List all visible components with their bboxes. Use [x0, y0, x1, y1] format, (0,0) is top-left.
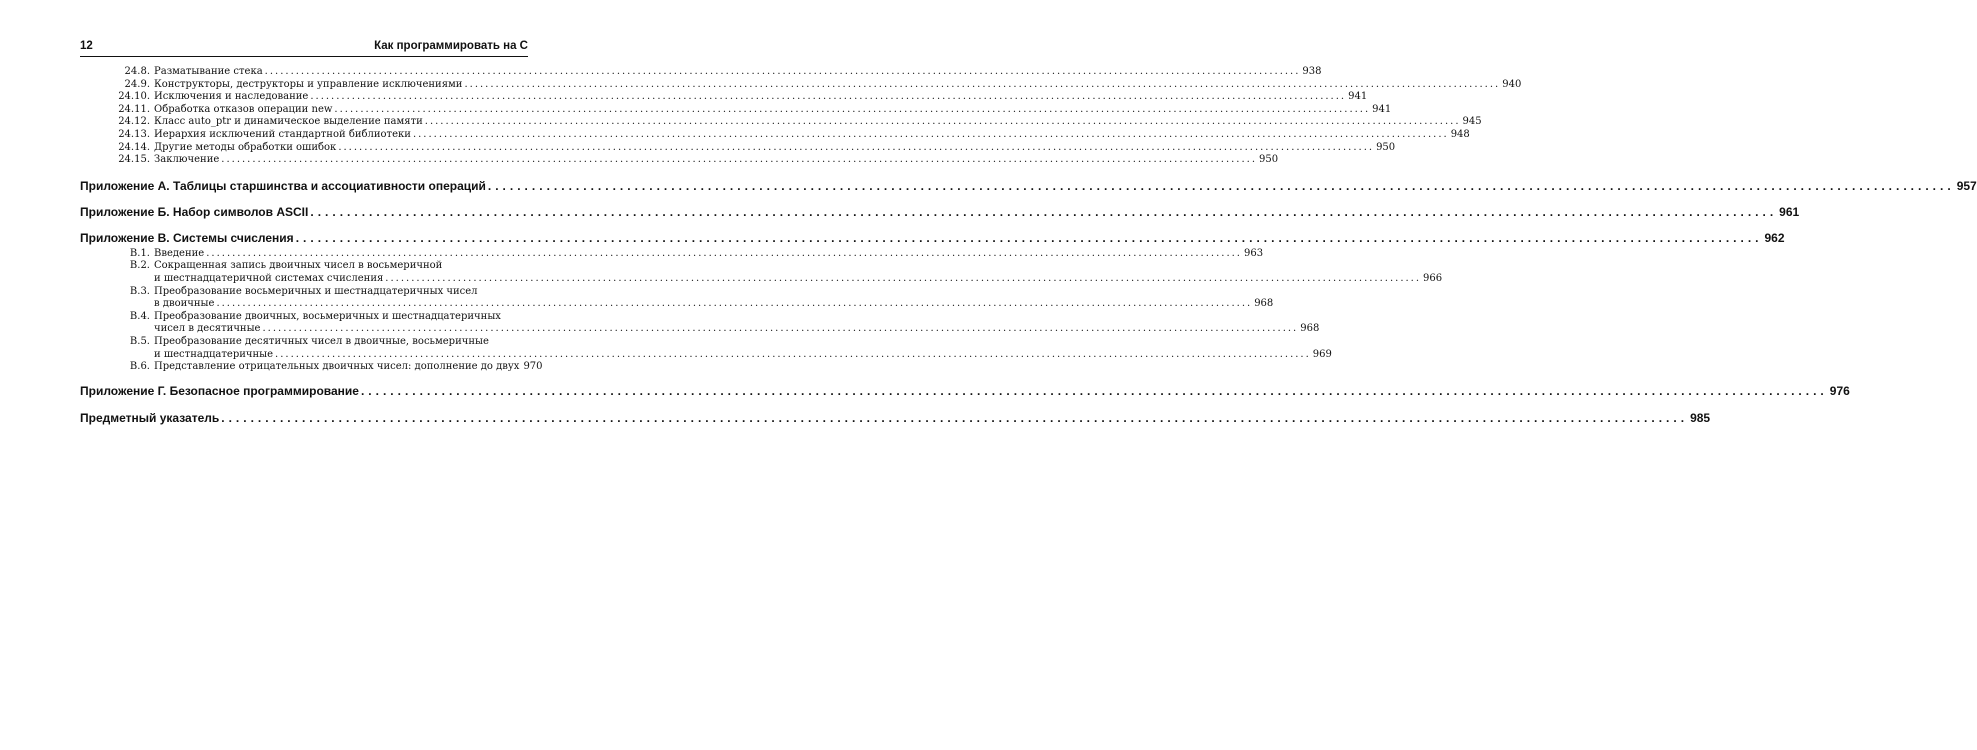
- index-title: Предметный указатель: [80, 410, 220, 425]
- leader-dots: ........................................................................................................................................................................................................: [262, 323, 1299, 335]
- page-ref: 945: [1462, 116, 1482, 128]
- leader-dots: ........................................................................................................................................................................................................: [412, 128, 1449, 140]
- toc-entry[interactable]: [80, 78, 1522, 92]
- leader-dots: ........................................................................................................................................................................................................: [334, 103, 1371, 115]
- toc-entry[interactable]: [80, 128, 1470, 142]
- leader-dots: ........................................................................................................................................................................................................: [310, 204, 1778, 219]
- page-ref: 938: [1302, 66, 1322, 77]
- page-ref: 968: [1254, 298, 1274, 310]
- section-number: В.6.: [129, 361, 150, 373]
- section-number: В.2.: [129, 260, 150, 272]
- toc-entry[interactable]: [80, 247, 1264, 261]
- toc-entry[interactable]: [80, 285, 1274, 311]
- toc-entry[interactable]: [80, 116, 1482, 129]
- section-title: Разматывание стека: [154, 66, 263, 77]
- page-ref: 940: [1502, 78, 1522, 90]
- section-number: 24.11.: [118, 103, 150, 115]
- section-title: Преобразование восьмеричных и шестнадцатеричных чисел: [154, 285, 478, 297]
- section-number: В.3.: [129, 285, 150, 297]
- toc-entry[interactable]: [80, 91, 1368, 104]
- section-title: Другие методы обработки ошибок: [154, 141, 337, 153]
- section-number: 24.15.: [118, 154, 150, 166]
- appendix-title: Приложение Б. Набор символов ASCII: [80, 204, 309, 219]
- appendix-title: Приложение А. Таблицы старшинства и ассоциативности операций: [80, 178, 486, 193]
- toc-entry-appendix-c[interactable]: [80, 230, 1785, 246]
- leader-dots: ........................................................................................................................................................................................................: [221, 154, 1258, 166]
- page-ref: 957: [1956, 178, 1977, 193]
- page-ref: 950: [1259, 154, 1279, 166]
- leader-dots: ........................................................................................................................................................................................................: [275, 348, 1311, 360]
- section-number: 24.13.: [118, 128, 150, 140]
- section-title: Преобразование десятичных чисел в двоичные, восьмеричные: [154, 335, 489, 347]
- section-title: Конструкторы, деструкторы и управление исключениями: [154, 78, 463, 90]
- section-number: В.4.: [129, 310, 150, 322]
- page-ref: 941: [1372, 103, 1392, 115]
- page-ref: 948: [1450, 128, 1470, 140]
- leader-dots: ........................................................................................................................................................................................................: [264, 66, 1301, 77]
- running-header: [80, 40, 528, 56]
- toc-entry[interactable]: [80, 154, 1279, 167]
- page-ref: 985: [1690, 410, 1711, 425]
- section-number: 24.9.: [124, 78, 150, 90]
- section-title: Обработка отказов операции new: [154, 103, 333, 115]
- section-title: и шестнадцатеричные: [154, 348, 274, 360]
- section-title: Введение: [154, 247, 205, 259]
- chapter-24-sections: [80, 66, 1522, 167]
- leader-dots: ........................................................................................................................................................................................................: [338, 141, 1375, 153]
- page-ref: 970: [523, 361, 543, 373]
- page-ref: 950: [1376, 141, 1396, 153]
- section-title: Преобразование двоичных, восьмеричных и шестнадцатеричных: [154, 310, 501, 322]
- page-number: 12: [80, 40, 93, 52]
- section-number: В.5.: [129, 335, 150, 347]
- toc-entry[interactable]: [80, 335, 1332, 361]
- section-title: Сокращенная запись двоичных чисел в восьмеричной: [154, 260, 443, 272]
- toc-entry-appendix-d[interactable]: [80, 383, 1850, 399]
- toc-entry-appendix-a[interactable]: [80, 178, 1977, 194]
- leader-dots: ........................................................................................................................................................................................................: [487, 178, 1955, 193]
- toc-entry[interactable]: [80, 310, 1320, 336]
- section-title: Заключение: [154, 154, 220, 166]
- leader-dots: ........................................................................................................................................................................................................: [464, 78, 1501, 90]
- section-number: 24.10.: [118, 91, 150, 103]
- page-ref: 969: [1312, 348, 1332, 360]
- toc-entry[interactable]: [80, 260, 1443, 285]
- leader-dots: ........................................................................................................................................................................................................: [424, 116, 1461, 128]
- toc-entry-appendix-b[interactable]: [80, 204, 1800, 220]
- section-title: чисел в десятичные: [154, 323, 261, 335]
- leader-dots: ........................................................................................................................................................................................................: [310, 91, 1347, 103]
- leader-dots: ........................................................................................................................................................................................................: [216, 298, 1253, 310]
- toc-entry-index[interactable]: [80, 410, 1711, 426]
- page-ref: 961: [1779, 204, 1800, 219]
- section-title: Исключения и наследование: [154, 91, 309, 103]
- leader-dots: ........................................................................................................................................................................................................: [206, 247, 1242, 259]
- leader-dots: ........................................................................................................................................................................................................: [385, 272, 1422, 284]
- section-title: и шестнадцатеричной системах счисления: [154, 272, 384, 284]
- header-rule: [80, 56, 528, 57]
- table-of-contents: [80, 66, 1977, 426]
- toc-entry[interactable]: [80, 103, 1392, 117]
- section-number: 24.8.: [124, 66, 150, 77]
- leader-dots: ........................................................................................................................................................................................................: [360, 383, 1828, 398]
- leader-dots: ........................................................................................................................................................................................................: [295, 230, 1763, 245]
- page-ref: 962: [1764, 230, 1785, 245]
- section-number: 24.12.: [118, 116, 150, 128]
- section-number: В.1.: [129, 247, 150, 259]
- section-title: Представление отрицательных двоичных чисел: дополнение до двух: [154, 361, 520, 373]
- section-title: Класс auto_ptr и динамическое выделение памяти: [154, 116, 423, 128]
- toc-entry[interactable]: [80, 361, 543, 374]
- section-number: 24.14.: [118, 141, 150, 153]
- page-ref: 976: [1829, 383, 1850, 398]
- appendix-c-sections: [80, 247, 1443, 374]
- book-title: Как программировать на С: [374, 40, 528, 52]
- appendix-title: Приложение Г. Безопасное программирование: [80, 383, 359, 398]
- page-ref: 968: [1300, 323, 1320, 335]
- page-ref: 966: [1423, 272, 1443, 284]
- section-title: в двоичные: [154, 298, 215, 310]
- toc-entry[interactable]: [80, 66, 1322, 79]
- leader-dots: ........................................................................................................................................................................................................: [221, 410, 1689, 425]
- appendix-title: Приложение В. Системы счисления: [80, 230, 294, 245]
- section-title: Иерархия исключений стандартной библиотеки: [154, 128, 411, 140]
- page-ref: 963: [1243, 247, 1264, 259]
- page-ref: 941: [1348, 91, 1368, 103]
- toc-entry[interactable]: [80, 141, 1396, 155]
